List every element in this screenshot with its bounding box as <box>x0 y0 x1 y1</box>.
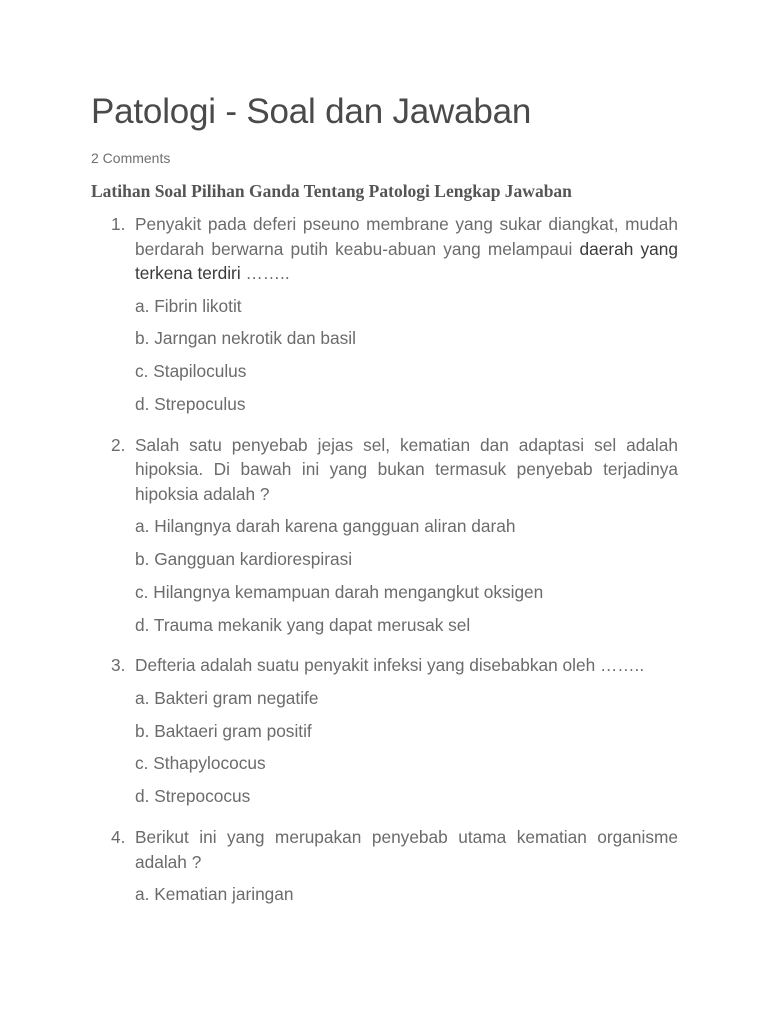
answer-option: c. Hilangnya kemampuan darah mengangkut oksigen <box>135 581 544 602</box>
answer-option: d. Strepococus <box>135 786 251 807</box>
question-text: Salah satu penyebab jejas sel, kematian dan adaptasi sel adalah hipoksia. Di bawah ini yang bukan termasuk penyebab terjadinya hipoksia adalah ? <box>135 434 678 504</box>
answer-option: d. Trauma mekanik yang dapat merusak sel <box>135 614 471 635</box>
question-4 <box>91 825 678 915</box>
question-1 <box>91 212 678 425</box>
question-3 <box>91 653 678 817</box>
page-title: Patologi - Soal dan Jawaban <box>91 92 532 131</box>
answer-option: a. Hilangnya darah karena gangguan aliran darah <box>135 516 516 537</box>
answer-option: b. Baktaeri gram positif <box>135 720 312 741</box>
question-number: 1. <box>111 214 126 234</box>
answer-option: a. Fibrin likotit <box>135 295 242 316</box>
question-number: 2. <box>111 434 126 455</box>
question-number: 4. <box>111 827 126 848</box>
answer-option: b. Jarngan nekrotik dan basil <box>135 328 356 349</box>
answer-option: a. Kematian jaringan <box>135 884 294 905</box>
answer-option: c. Sthapylococus <box>135 753 266 774</box>
comments-link[interactable]: 2 Comments <box>91 150 171 166</box>
question-2 <box>91 433 678 646</box>
answer-option: b. Gangguan kardiorespirasi <box>135 548 353 569</box>
section-subtitle: Latihan Soal Pilihan Ganda Tentang Patologi Lengkap Jawaban <box>91 181 572 201</box>
answer-option: d. Strepoculus <box>135 393 246 414</box>
question-list <box>91 212 678 923</box>
question-text: Penyakit pada deferi pseuno membrane yang sukar diangkat, mudah berdarah berwarna putih keabu-abuan yang melampaui daerah yang terkena terdiri …….. <box>135 214 678 283</box>
question-number: 3. <box>111 655 126 676</box>
question-text: Defteria adalah suatu penyakit infeksi yang disebabkan oleh …….. <box>135 655 645 676</box>
answer-option: c. Stapiloculus <box>135 361 247 382</box>
answer-option: a. Bakteri gram negatife <box>135 687 319 708</box>
question-text: Berikut ini yang merupakan penyebab utama kematian organisme adalah ? <box>135 827 678 872</box>
